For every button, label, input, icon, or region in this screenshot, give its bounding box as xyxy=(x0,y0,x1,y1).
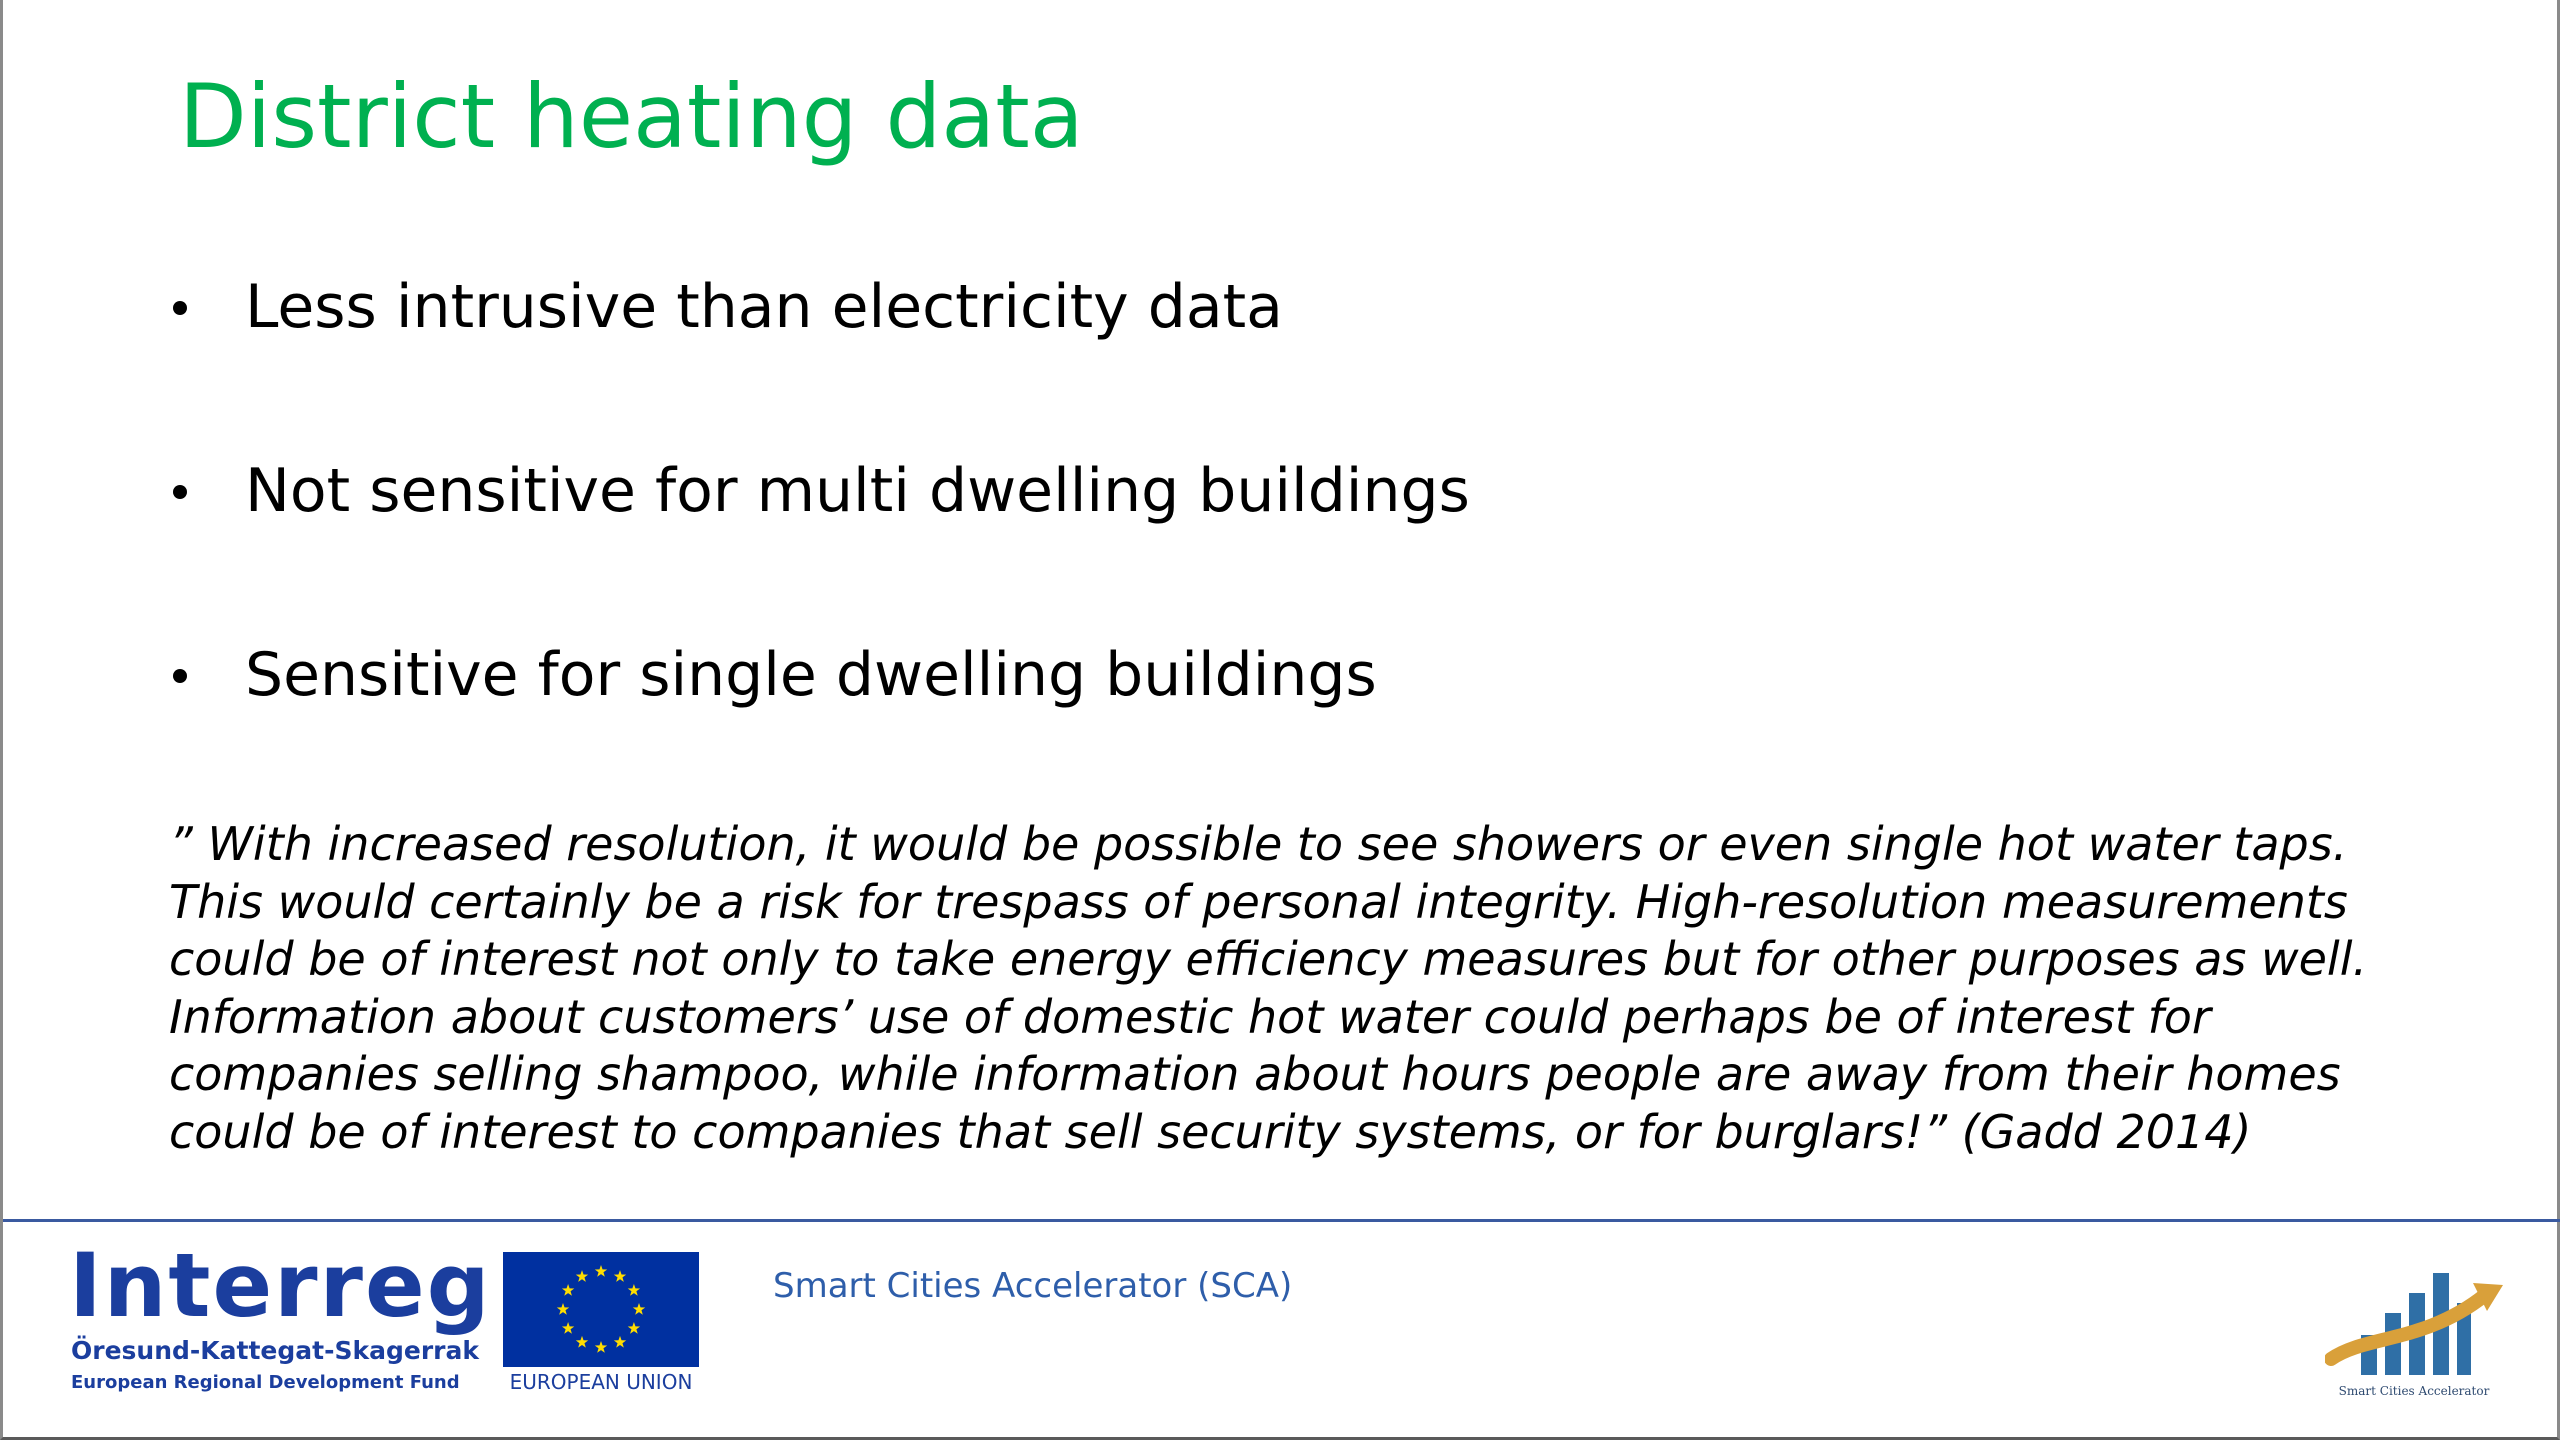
slide-title: District heating data xyxy=(179,65,1084,168)
interreg-region: Öresund-Kattegat-Skagerrak xyxy=(71,1336,479,1365)
interreg-wordmark: Interreg xyxy=(69,1234,492,1337)
interreg-logo xyxy=(69,1234,492,1398)
footer-divider xyxy=(3,1219,2560,1222)
interreg-fund: European Regional Development Fund xyxy=(71,1372,460,1393)
bullet-dot xyxy=(173,669,187,683)
quote-line: could be of interest not only to take energy efficiency measures but for other purposes as well. xyxy=(169,932,2368,986)
bullet-item xyxy=(163,630,1470,814)
eu-flag-icon xyxy=(503,1252,699,1367)
bullet-item xyxy=(163,262,1470,446)
bullet-text: Sensitive for single dwelling buildings xyxy=(245,640,1377,710)
project-caption: Smart Cities Accelerator (SCA) xyxy=(773,1266,1293,1306)
bullet-text: Less intrusive than electricity data xyxy=(245,272,1283,342)
quote-line: Information about customers’ use of domestic hot water could perhaps be of interest for xyxy=(169,989,2211,1044)
bullet-text: Not sensitive for multi dwelling buildings xyxy=(245,456,1470,526)
bullet-dot xyxy=(173,485,187,499)
quote-line: ” With increased resolution, it would be possible to see showers or even single hot water taps. xyxy=(169,817,2348,871)
quote-line: This would certainly be a risk for trespass of personal integrity. High-resolution measurements xyxy=(169,874,2348,929)
quote-line: companies selling shampoo, while information about hours people are away from their homes xyxy=(169,1047,2341,1101)
bullet-list xyxy=(163,262,1470,814)
bullet-item xyxy=(163,446,1470,630)
smart-cities-accelerator-logo-icon xyxy=(2325,1255,2503,1385)
eu-label: EUROPEAN UNION xyxy=(509,1370,693,1394)
sca-logo-text: Smart Cities Accelerator xyxy=(2338,1384,2490,1398)
eu-logo xyxy=(503,1252,699,1392)
bullet-dot xyxy=(173,301,187,315)
smart-cities-accelerator-logo xyxy=(2325,1255,2503,1405)
quote-line: could be of interest to companies that sell security systems, or for burglars!” (Gadd 2014) xyxy=(169,1104,2252,1159)
gadd-quote xyxy=(169,816,2489,1161)
